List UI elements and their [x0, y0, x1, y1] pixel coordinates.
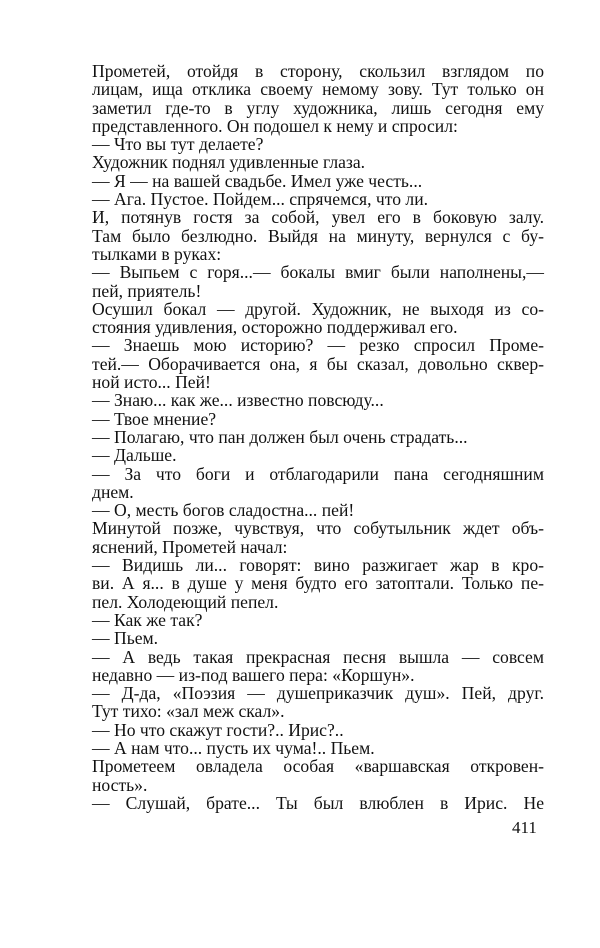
- text-line: тей.— Оборачивается она, я бы сказал, довольно сквер-: [92, 353, 544, 374]
- page-text: [92, 62, 544, 812]
- text-line: — Знаю... как же... известно повсюду...: [92, 390, 384, 411]
- text-line: — Знаешь мою историю? — резко спросил Проме-: [92, 335, 544, 356]
- text-line: представленного. Он подошел к нему и спросил:: [92, 115, 458, 136]
- text-line: — Пьем.: [92, 628, 159, 649]
- text-line: — А ведь такая прекрасная песня вышла — совсем: [92, 646, 544, 667]
- text-line: — Как же так?: [92, 609, 203, 630]
- text-line: — Видишь ли... говорят: вино разжигает жар в кро-: [92, 555, 544, 576]
- text-line: Осушил бокал — другой. Художник, не выходя из со-: [92, 298, 544, 319]
- text-line: пел. Холодеющий пепел.: [92, 591, 279, 612]
- text-line: недавно — из-под вашего пера: «Коршун».: [92, 664, 415, 685]
- text-line: — Выпьем с горя...— бокалы вмиг были наполнены,—: [92, 262, 544, 283]
- text-line: Минутой позже, чувствуя, что собутыльник ждет объ-: [92, 518, 544, 539]
- text-line: — Твое мнение?: [92, 408, 217, 429]
- text-line: ность».: [92, 774, 148, 795]
- text-line: — А нам что... пусть их чума!.. Пьем.: [92, 737, 375, 758]
- text-line: днем.: [92, 481, 134, 502]
- text-line: — Но что скажут гости?.. Ирис?..: [92, 719, 344, 740]
- text-line: яснений, Прометей начал:: [92, 536, 288, 557]
- text-line: — Ага. Пустое. Пойдем... спрячемся, что ли.: [92, 189, 429, 210]
- text-line: тылками в руках:: [92, 243, 222, 264]
- text-line: — Полагаю, что пан должен был очень страдать...: [92, 426, 468, 447]
- text-line: ной исто... Пей!: [92, 372, 211, 393]
- text-line: Прометеем овладела особая «варшавская откровен-: [92, 756, 544, 777]
- text-line: стояния удивления, осторожно поддерживал его.: [92, 317, 458, 338]
- text-line: — Что вы тут делаете?: [92, 134, 264, 155]
- text-line: — За что боги и отблагодарили пана сегодняшним: [92, 463, 544, 484]
- text-line: И, потянув гостя за собой, увел его в боковую залу.: [92, 207, 544, 228]
- text-line: ви. А я... в душе у меня будто его затоптали. Только пе-: [92, 573, 544, 594]
- text-line: лицам, ища отклика своему немому зову. Тут только он: [92, 79, 544, 100]
- text-line: — Слушай, брате... Ты был влюблен в Ирис. Не: [92, 792, 544, 813]
- text-line: заметил где-то в углу художника, лишь сегодня ему: [92, 97, 544, 118]
- text-line: — Д-да, «Поэзия — душеприказчик душ». Пей, друг.: [92, 683, 544, 704]
- page-number: 411: [512, 818, 537, 837]
- text-line: Там было безлюдно. Выйдя на минуту, вернулся с бу-: [92, 225, 544, 246]
- text-line: — Я — на вашей свадьбе. Имел уже честь...: [92, 170, 423, 191]
- text-line: Тут тихо: «зал меж скал».: [92, 701, 285, 722]
- text-line: Прометей, отойдя в сторону, скользил взглядом по: [92, 61, 544, 81]
- text-line: — Дальше.: [92, 445, 177, 466]
- text-line: Художник поднял удивленные глаза.: [92, 152, 366, 173]
- text-line: — О, месть богов сладостна... пей!: [92, 500, 355, 521]
- text-line: пей, приятель!: [92, 280, 202, 301]
